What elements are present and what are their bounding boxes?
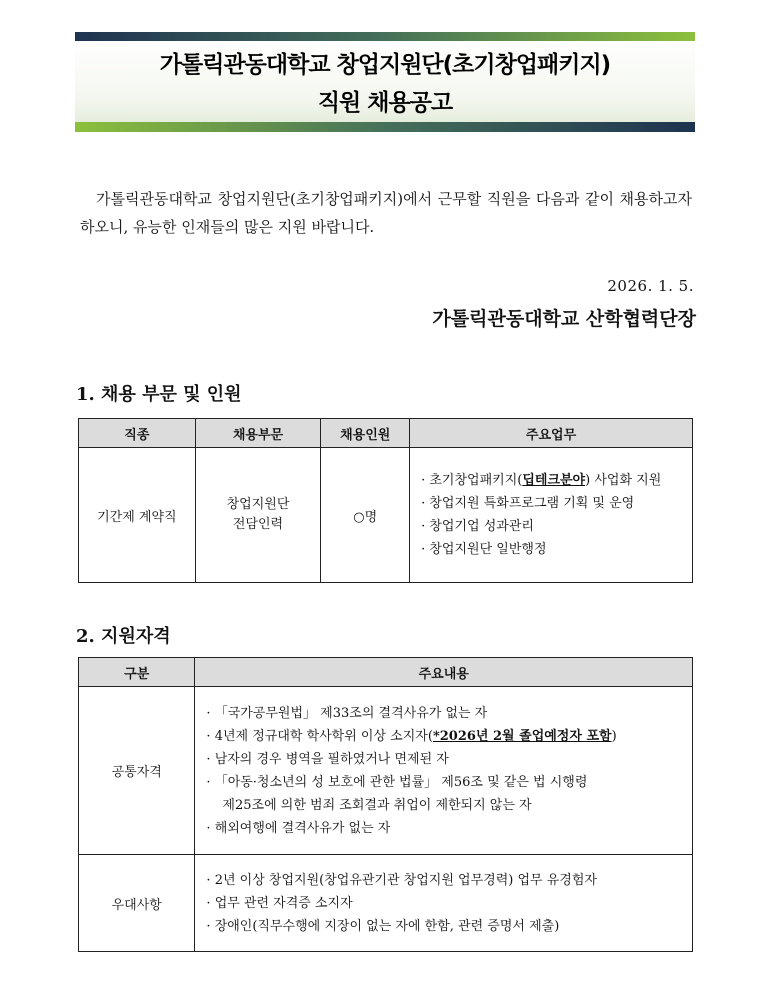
common-list <box>196 702 691 840</box>
section-2-title: 2. 지원자격 <box>76 626 171 647</box>
list-item: · 2년 이상 창업지원(창업유관기관 창업지원 업무경력) 업무 유경험자 <box>206 869 691 892</box>
list-item: · 「아동·청소년의 성 보호에 관한 법률」 제56조 및 같은 법 시행령 <box>206 771 691 794</box>
signer: 가톨릭관동대학교 산학협력단장 <box>432 308 696 330</box>
notice-date: 2026. 1. 5. <box>607 277 694 295</box>
table-row <box>79 855 693 952</box>
positions-header-row <box>79 419 693 448</box>
preferred-content-cell <box>195 855 693 952</box>
preferred-list <box>196 869 691 938</box>
qualifications-table <box>78 657 693 952</box>
intro-paragraph <box>80 185 692 241</box>
positions-table <box>78 418 693 583</box>
list-item: · 창업지원단 일반행정 <box>421 538 691 561</box>
qualifications-header-row <box>79 658 693 687</box>
qual-4-continued: 제25조에 의한 범죄 조회결과 취업이 제한되지 않는 자 <box>222 797 532 813</box>
header-count: 채용인원 <box>321 419 410 448</box>
intro-text: 가톨릭관동대학교 창업지원단(초기창업패키지)에서 근무할 직원을 다음과 같이 채용하고자 하오니, 유능한 인재들의 많은 지원 바랍니다. <box>80 190 692 236</box>
duties-list <box>411 469 691 561</box>
job-type-cell: 기간제 계약직 <box>79 448 196 583</box>
header-content: 주요내용 <box>195 658 693 687</box>
list-item: · 해외여행에 결격사유가 없는 자 <box>206 817 691 840</box>
header-duties: 주요업무 <box>410 419 693 448</box>
banner-top-bar <box>75 32 695 41</box>
title-line-2: 직원 채용공고 <box>317 90 453 116</box>
duty-1-emphasis: 딥테크분야 <box>522 473 586 488</box>
duty-1-prefix: 초기창업패키지( <box>429 473 523 488</box>
list-item: · 「국가공무원법」 제33조의 결격사유가 없는 자 <box>206 702 691 725</box>
common-label-cell: 공통자격 <box>79 687 195 855</box>
count-cell: ○명 <box>321 448 410 583</box>
table-row <box>79 448 693 583</box>
qual-2-suffix: ) <box>611 728 617 744</box>
list-item: · 업무 관련 자격증 소지자 <box>206 892 691 915</box>
section-1-title: 1. 채용 부문 및 인원 <box>76 384 242 405</box>
header-department: 채용부문 <box>195 419 321 448</box>
department-cell <box>195 448 321 583</box>
common-content-cell <box>195 687 693 855</box>
title-line-1: 가톨릭관동대학교 창업지원단(초기창업패키지) <box>159 52 611 78</box>
list-item <box>421 469 691 492</box>
list-item: · 창업기업 성과관리 <box>421 515 691 538</box>
duties-cell <box>410 448 693 583</box>
list-item-continued <box>206 794 691 817</box>
duty-1-suffix: ) 사업화 지원 <box>585 473 662 488</box>
banner-bottom-bar <box>75 122 695 132</box>
department-line-1: 창업지원단 <box>226 497 290 512</box>
table-row <box>79 687 693 855</box>
list-item <box>206 725 691 748</box>
list-item: · 창업지원 특화프로그램 기획 및 운영 <box>421 492 691 515</box>
qual-2-prefix: 4년제 정규대학 학사학위 이상 소지자( <box>214 728 433 744</box>
list-item: · 남자의 경우 병역을 필하였거나 면제된 자 <box>206 748 691 771</box>
title-banner <box>75 32 695 132</box>
header-job-type: 직종 <box>79 419 196 448</box>
qual-2-emphasis: *2026년 2월 졸업예정자 포함 <box>432 728 612 744</box>
header-category: 구분 <box>79 658 195 687</box>
preferred-label-cell: 우대사항 <box>79 855 195 952</box>
department-line-2: 전담인력 <box>232 517 284 532</box>
list-item: · 장애인(직무수행에 지장이 없는 자에 한함, 관련 증명서 제출) <box>206 915 691 938</box>
